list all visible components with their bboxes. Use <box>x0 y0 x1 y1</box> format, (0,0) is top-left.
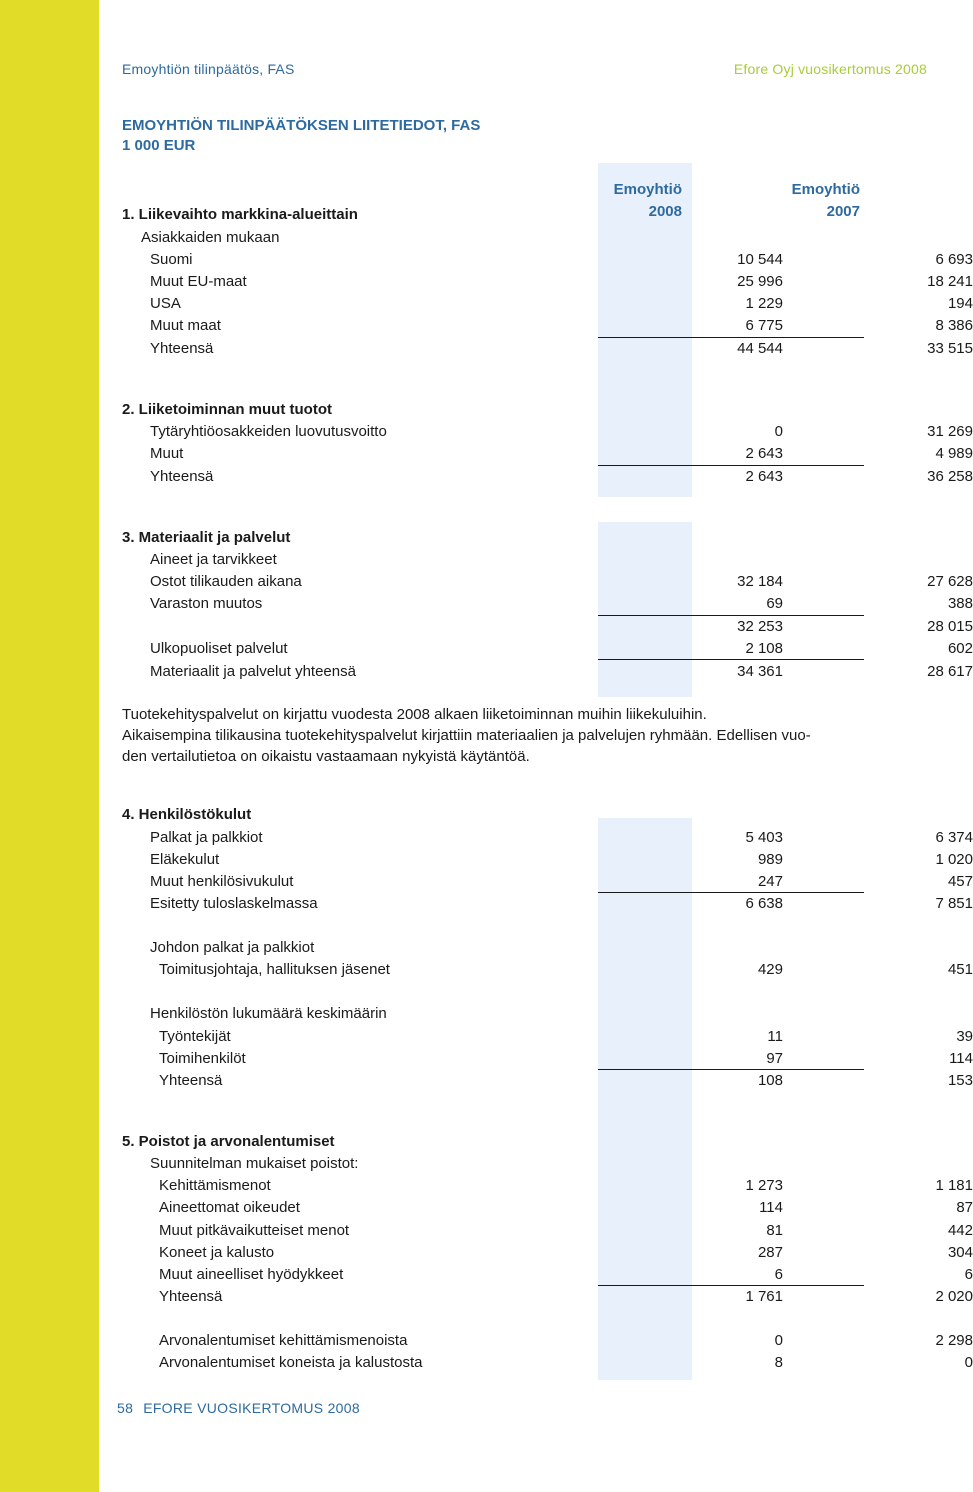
value-2008: 25 996 <box>737 273 783 290</box>
row-label: Arvonalentumiset koneista ja kalustosta <box>159 1354 423 1371</box>
value-2007: 6 693 <box>935 251 973 268</box>
section-title: 4. Henkilöstökulut <box>122 806 252 823</box>
value-2007: 457 <box>947 873 973 890</box>
page-footer <box>117 1400 360 1416</box>
value-2008: 8 <box>774 1354 783 1371</box>
value-2007: 31 269 <box>927 423 973 440</box>
value-2007: 304 <box>947 1244 973 1261</box>
section-title: 1. Liikevaihto markkina-alueittain <box>122 206 358 223</box>
value-2007: 8 386 <box>935 317 973 334</box>
column-header-2007 <box>760 176 860 226</box>
row-label: Arvonalentumiset kehittämismenoista <box>159 1332 408 1349</box>
value-2008: 5 403 <box>745 829 783 846</box>
value-2008: 32 253 <box>737 618 783 635</box>
page-title-line2: 1 000 EUR <box>122 137 196 154</box>
row-label: Palkat ja palkkiot <box>150 829 263 846</box>
section-title: 3. Materiaalit ja palvelut <box>122 529 291 546</box>
note-line: den vertailutietoa on oikaistu vastaamaan nykyistä käytäntöä. <box>122 748 530 765</box>
value-2007: 28 015 <box>927 618 973 635</box>
row-label: Muut maat <box>150 317 221 334</box>
value-2008: 44 544 <box>737 340 783 357</box>
subheading: Johdon palkat ja palkkiot <box>150 939 315 956</box>
note-line: Aikaisempina tilikausina tuotekehityspalvelut kirjattiin materiaalien ja palvelujen ryhmään. Edellisen vuo- <box>122 727 811 744</box>
subheading: Asiakkaiden mukaan <box>141 229 280 246</box>
page-title-line1: EMOYHTIÖN TILINPÄÄTÖKSEN LIITETIEDOT, FAS <box>122 117 481 134</box>
value-2007: 2 020 <box>935 1288 973 1305</box>
value-2008: 2 108 <box>745 640 783 657</box>
row-label: Muut pitkävaikutteiset menot <box>159 1222 350 1239</box>
value-2007: 1 181 <box>935 1177 973 1194</box>
value-2007: 28 617 <box>927 663 973 680</box>
value-2007: 442 <box>947 1222 973 1239</box>
page-title <box>122 116 480 156</box>
value-2008: 6 775 <box>745 317 783 334</box>
value-2007: 451 <box>947 961 973 978</box>
value-2008: 2 643 <box>745 445 783 462</box>
value-2008: 34 361 <box>737 663 783 680</box>
value-2007: 388 <box>947 595 973 612</box>
value-2008: 247 <box>757 873 783 890</box>
value-2008: 114 <box>759 1199 783 1216</box>
value-2007: 39 <box>956 1028 973 1045</box>
running-header-right: Efore Oyj vuosikertomus 2008 <box>733 61 927 77</box>
value-2007: 114 <box>949 1050 973 1067</box>
value-2007: 27 628 <box>927 573 973 590</box>
section-title: 2. Liiketoiminnan muut tuotot <box>122 401 332 418</box>
footer-text: EFORE VUOSIKERTOMUS 2008 <box>143 1400 360 1416</box>
value-2007: 6 374 <box>935 829 973 846</box>
value-2007: 33 515 <box>927 340 973 357</box>
value-2008: 97 <box>766 1050 783 1067</box>
note-line: Tuotekehityspalvelut on kirjattu vuodesta 2008 alkaen liiketoiminnan muihin liikekuluihin. <box>122 706 707 723</box>
value-2007: 2 298 <box>935 1332 973 1349</box>
row-label: Yhteensä <box>150 468 214 485</box>
sidebar-accent-bar <box>0 0 99 1492</box>
value-2007: 602 <box>947 640 973 657</box>
row-label: Ostot tilikauden aikana <box>150 573 302 590</box>
column-header-entity: Emoyhtiö <box>791 181 860 198</box>
row-label: Toimihenkilöt <box>159 1050 246 1067</box>
column-header-2008 <box>600 176 682 226</box>
value-2008: 0 <box>774 1332 783 1349</box>
value-2008: 2 643 <box>745 468 783 485</box>
row-label: Muut aineelliset hyödykkeet <box>159 1266 344 1283</box>
row-label: Suomi <box>150 251 193 268</box>
row-label: Varaston muutos <box>150 595 263 612</box>
value-2008: 69 <box>766 595 783 612</box>
subheading: Suunnitelman mukaiset poistot: <box>150 1155 359 1172</box>
value-2007: 0 <box>964 1354 973 1371</box>
value-2008: 6 638 <box>745 895 783 912</box>
row-label: Eläkekulut <box>150 851 220 868</box>
section-title: 5. Poistot ja arvonalentumiset <box>122 1133 335 1150</box>
row-label: Yhteensä <box>150 340 214 357</box>
row-label: Aineettomat oikeudet <box>159 1199 300 1216</box>
value-2008: 1 761 <box>745 1288 783 1305</box>
value-2008: 81 <box>766 1222 783 1239</box>
column-header-year: 2008 <box>648 203 682 220</box>
row-label: Materiaalit ja palvelut yhteensä <box>150 663 356 680</box>
row-label: Yhteensä <box>159 1072 223 1089</box>
page-number: 58 <box>117 1400 134 1416</box>
value-2008: 989 <box>757 851 783 868</box>
row-label: Koneet ja kalusto <box>159 1244 275 1261</box>
row-label: Tytäryhtiöosakkeiden luovutusvoitto <box>150 423 387 440</box>
rule <box>598 659 864 660</box>
note-paragraph <box>122 704 867 767</box>
row-label: Työntekijät <box>159 1028 231 1045</box>
value-2007: 7 851 <box>935 895 973 912</box>
value-2007: 1 020 <box>935 851 973 868</box>
value-2007: 194 <box>947 295 973 312</box>
value-2008: 1 229 <box>745 295 783 312</box>
value-2008: 32 184 <box>737 573 783 590</box>
row-label: Ulkopuoliset palvelut <box>150 640 288 657</box>
row-label: Esitetty tuloslaskelmassa <box>150 895 318 912</box>
subheading: Henkilöstön lukumäärä keskimäärin <box>150 1005 387 1022</box>
row-label: Muut EU-maat <box>150 273 247 290</box>
value-2008: 11 <box>767 1028 783 1045</box>
value-2007: 36 258 <box>927 468 973 485</box>
row-label: Muut <box>150 445 184 462</box>
row-label: Muut henkilösivukulut <box>150 873 294 890</box>
value-2007: 87 <box>956 1199 973 1216</box>
value-2007: 18 241 <box>927 273 973 290</box>
column-header-year: 2007 <box>826 203 860 220</box>
value-2008: 1 273 <box>745 1177 783 1194</box>
value-2008: 287 <box>757 1244 783 1261</box>
subheading: Aineet ja tarvikkeet <box>150 551 277 568</box>
value-2008: 6 <box>774 1266 783 1283</box>
row-label: Toimitusjohtaja, hallituksen jäsenet <box>159 961 390 978</box>
running-header-left: Emoyhtiön tilinpäätös, FAS <box>122 61 295 77</box>
row-label: Kehittämismenot <box>159 1177 271 1194</box>
value-2008: 10 544 <box>737 251 783 268</box>
value-2008: 108 <box>757 1072 783 1089</box>
value-2008: 0 <box>774 423 783 440</box>
row-label: USA <box>150 295 181 312</box>
value-2007: 4 989 <box>935 445 973 462</box>
value-2007: 6 <box>964 1266 973 1283</box>
value-2008: 429 <box>757 961 783 978</box>
column-header-entity: Emoyhtiö <box>613 181 682 198</box>
row-label: Yhteensä <box>159 1288 223 1305</box>
value-2007: 153 <box>947 1072 973 1089</box>
